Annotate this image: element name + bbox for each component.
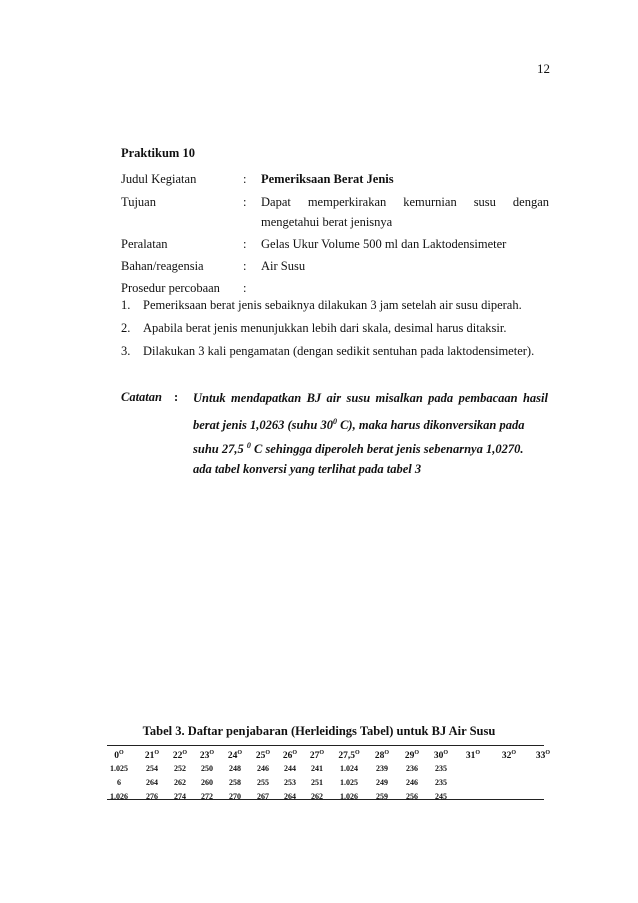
table-cell: 251 [311,778,323,787]
table-cell: 267 [257,792,269,801]
table-caption: Tabel 3. Daftar penjabaran (Herleidings Tabel) untuk BJ Air Susu [142,724,496,738]
table-cell: 255 [257,778,269,787]
table-cell: 236 [406,764,418,773]
field-label: Judul Kegiatan [121,172,197,186]
degree-mark: O [209,750,215,756]
note-colon: : [174,390,179,404]
degree-mark: O [511,750,517,756]
table-cell: 258 [229,778,241,787]
field-colon: : [243,237,247,251]
table-cell: 246 [406,778,418,787]
header-value: 28 [374,751,385,762]
table-cell: 252 [174,764,186,773]
degree-mark: O [443,750,449,756]
table-header-cell [137,750,167,761]
table-cell: 1.024 [340,764,358,773]
note-line-4: ada tabel konversi yang terlihat pada tabel 3 [193,462,422,476]
degree-mark: O [119,750,124,756]
procedure-step [121,343,534,359]
table-cell: 248 [229,764,241,773]
note-line-1: Untuk mendapatkan BJ air susu misalkan pada pembacaan hasil [193,391,548,405]
degree-mark: O [354,750,360,756]
header-value: 30 [433,751,444,762]
table-header-cell [248,750,278,761]
note-line-2 [193,414,548,433]
table-header-cell [220,750,250,761]
header-value: 33 [535,751,546,762]
field-value-line2: mengetahui berat jenisnya [261,215,393,229]
table-cell: 253 [284,778,296,787]
field-label: Tujuan [121,195,156,209]
field-tujuan [121,194,549,234]
table-cell: 235 [435,778,447,787]
step-number: 1. [121,298,131,312]
degree-mark: O [414,750,420,756]
table-cell: 235 [435,764,447,773]
table-cell: 1.025 [110,764,128,773]
superscript-degree: 0 [332,417,337,426]
degree-mark: O [154,750,160,756]
table-cell: 264 [284,792,296,801]
degree-mark: O [292,750,298,756]
field-label: Bahan/reagensia [121,259,204,273]
header-value: 23 [199,751,210,762]
degree-mark: O [237,750,243,756]
degree-mark: O [475,750,481,756]
table-header-cell [165,750,195,761]
note-line-3 [193,438,548,457]
note-text: suhu 27,5 [193,442,247,457]
header-value: 32 [501,751,512,762]
table-cell: 262 [311,792,323,801]
field-value-line1: Dapat memperkirakan kemurnian susu dengan [261,195,549,209]
step-text: Dilakukan 3 kali pengamatan (dengan sedikit sentuhan pada laktodensimeter). [143,344,535,358]
table-header-cell [494,750,524,761]
field-value: Gelas Ukur Volume 500 ml dan Laktodensimeter [261,237,507,251]
table-header-cell [192,750,222,761]
header-value: 31 [465,751,476,762]
table-header-cell [302,750,332,761]
header-value: 25 [255,751,266,762]
table-cell: 276 [146,792,158,801]
field-colon: : [243,195,247,209]
field-value: Pemeriksaan Berat Jenis [261,172,394,186]
field-colon: : [243,281,247,295]
degree-mark: O [384,750,390,756]
table-header-cell [528,750,558,761]
table-cell: 1.026 [340,792,358,801]
table-cell: 264 [146,778,158,787]
degree-mark: O [545,750,551,756]
header-value: 27,5 [338,751,355,762]
table-cell: 270 [229,792,241,801]
table-header-cell [397,750,427,761]
practicum-title: Praktikum 10 [121,146,195,160]
table-header-cell [367,750,397,761]
table-cell: 245 [435,792,447,801]
step-text: Pemeriksaan berat jenis sebaiknya dilakukan 3 jam setelah air susu diperah. [143,298,522,312]
table-header-cell [104,750,134,761]
header-value: 21 [144,751,155,762]
header-value: 24 [227,751,238,762]
step-number: 2. [121,321,131,335]
degree-mark: O [319,750,325,756]
table-top-rule [107,745,544,746]
field-colon: : [243,172,247,186]
field-value: Air Susu [261,259,306,273]
table-cell: 262 [174,778,186,787]
header-value: 0 [114,751,120,762]
header-value: 29 [404,751,415,762]
table-cell: 246 [257,764,269,773]
table-cell: 239 [376,764,388,773]
note-label: Catatan [121,390,162,404]
table-header-cell [426,750,456,761]
table-cell: 272 [201,792,213,801]
header-value: 27 [309,751,320,762]
note-text: C), maka harus dikonversikan pada [336,418,525,433]
note-text: berat jenis 1,0263 (suhu 30 [193,418,333,433]
table-cell: 256 [406,792,418,801]
table-cell: 1.026 [110,792,128,801]
note-text: C sehingga diperoleh berat jenis sebenarnya 1,0270. [250,442,524,457]
table-header-cell [275,750,305,761]
table-cell: 249 [376,778,388,787]
table-cell: 244 [284,764,296,773]
header-value: 26 [282,751,293,762]
step-number: 3. [121,344,131,358]
header-value: 22 [172,751,183,762]
procedure-step [121,320,506,336]
degree-mark: O [265,750,271,756]
degree-mark: O [182,750,188,756]
table-cell: 259 [376,792,388,801]
page-number: 12 [537,61,550,76]
table-cell: 260 [201,778,213,787]
field-label: Peralatan [121,237,168,251]
table-cell: 250 [201,764,213,773]
step-text: Apabila berat jenis menunjukkan lebih dari skala, desimal harus ditaksir. [143,321,507,335]
field-label: Prosedur percobaan [121,281,220,295]
table-cell: 274 [174,792,186,801]
procedure-step [121,297,522,313]
table-cell: 254 [146,764,158,773]
table-cell: 241 [311,764,323,773]
table-header-cell [334,750,364,761]
field-colon: : [243,259,247,273]
table-cell: 6 [117,778,121,787]
table-cell: 1.025 [340,778,358,787]
superscript-degree: 0 [246,441,251,450]
table-header-cell [458,750,488,761]
